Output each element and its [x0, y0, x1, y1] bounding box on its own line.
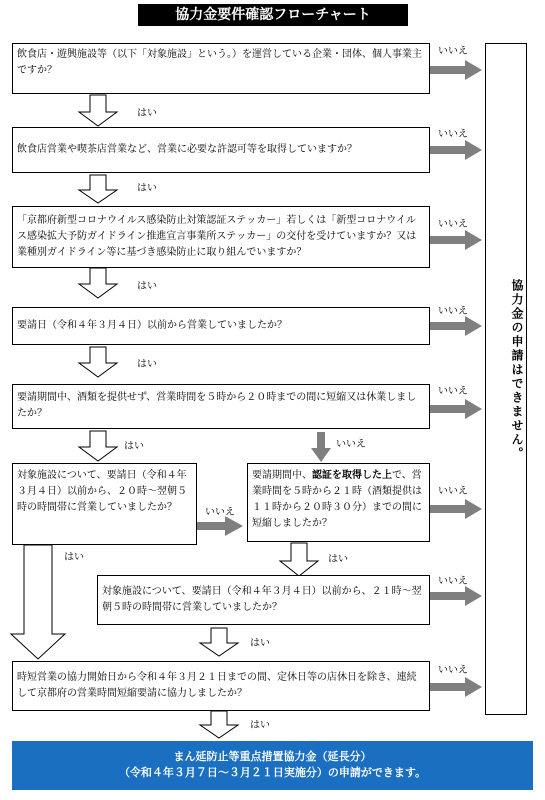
question-6: 対象施設について、要請日（令和４年３月４日）以前から、２０時～翌朝５時の時間帯に営業していましたか？ — [12, 463, 197, 545]
question-7-part-a: 要請期間中、 — [252, 470, 312, 481]
yes-label-3: はい — [137, 281, 157, 292]
yes-label-q6: はい — [64, 552, 84, 563]
question-7-emphasis: 認証を取得した上 — [312, 470, 392, 481]
no-arrow-1 — [430, 60, 482, 80]
yes-label-q8: はい — [250, 638, 270, 649]
yes-label-2: はい — [137, 183, 157, 194]
yes-label-q7: はい — [328, 554, 348, 565]
no-arrow-q5-q7 — [311, 432, 331, 462]
no-label-1: いいえ — [438, 46, 468, 57]
yes-arrow-q8-q9 — [200, 628, 238, 656]
yes-arrow-q6-q9 — [11, 545, 65, 659]
yes-arrow-q7-q8 — [280, 543, 318, 576]
yes-arrow-2 — [79, 175, 117, 203]
no-arrow-4 — [430, 316, 482, 336]
question-9: 時短営業の協力開始日から令和４年３月２１日までの間、定休日等の店休日を除き、連続して京都府の営業時間短縮要請に協力しましたか？ — [12, 661, 430, 711]
no-arrow-6 — [430, 499, 482, 519]
no-label-7: いいえ — [438, 576, 468, 587]
yes-label-5: はい — [124, 441, 144, 452]
no-arrow-8 — [430, 677, 482, 697]
question-5: 要請期間中、酒類を提供せず、営業時間を５時から２０時までの間に短縮又は休業しましたか？ — [12, 384, 430, 429]
no-arrow-q6-q7 — [197, 516, 243, 536]
no-arrow-5 — [430, 399, 482, 419]
yes-label-4: はい — [137, 359, 157, 370]
question-3: 「京都府新型コロナウイルス感染防止対策認証ステッカー」若しくは「新型コロナウイルス感染拡大予防ガイドライン推進宣言事業所ステッカー」の交付を受けていますか？又は業種別ガイドライン等に基づき感染防止に取り組んでいますか？ — [12, 206, 430, 268]
no-label-6: いいえ — [438, 486, 468, 497]
yes-label-q9: はい — [250, 720, 270, 731]
yes-arrow-4 — [79, 347, 117, 377]
yes-arrow-3 — [79, 268, 117, 298]
no-arrow-3 — [430, 230, 482, 250]
yes-arrow-5 — [79, 431, 117, 461]
no-label-q6: いいえ — [205, 507, 235, 518]
yes-arrow-q9-final — [200, 711, 238, 738]
no-label-q5: いいえ — [336, 439, 366, 450]
question-7 — [247, 463, 430, 542]
eligible-result — [12, 741, 533, 790]
ineligible-text: 協力金の申請はできません。 — [510, 279, 524, 461]
question-7-part-c: で、営業時間を５時から２１時（酒類提供は１１時から２０時３０分）までの間に短縮しましたか？ — [252, 470, 422, 529]
no-label-3: いいえ — [438, 219, 468, 230]
no-label-4: いいえ — [438, 306, 468, 317]
question-8: 対象施設について、要請日（令和４年３月４日）以前から、２１時～翌朝５時の時間帯に営業していましたか？ — [97, 575, 430, 625]
ineligible-box — [485, 43, 527, 715]
page-title: 協力金要件確認フローチャート — [138, 4, 408, 26]
eligible-line-2: （令和４年３月７日～３月２１日実施分）の申請ができます。 — [118, 766, 427, 779]
eligible-line-1: まん延防止等重点措置協力金（延長分） — [173, 750, 372, 763]
no-label-2: いいえ — [438, 129, 468, 140]
yes-arrow-1 — [79, 95, 117, 126]
no-arrow-2 — [430, 140, 482, 160]
no-arrow-7 — [430, 586, 482, 606]
question-2: 飲食店営業や喫茶店営業など、営業に必要な許認可等を取得していますか？ — [12, 127, 430, 173]
yes-label-1: はい — [137, 108, 157, 119]
question-4: 要請日（令和４年３月４日）以前から営業していましたか？ — [12, 307, 430, 345]
question-1: 飲食店・遊興施設等（以下「対象施設」という。）を運営している企業・団体、個人事業主ですか？ — [12, 43, 430, 94]
no-label-5: いいえ — [438, 386, 468, 397]
no-label-8: いいえ — [438, 665, 468, 676]
